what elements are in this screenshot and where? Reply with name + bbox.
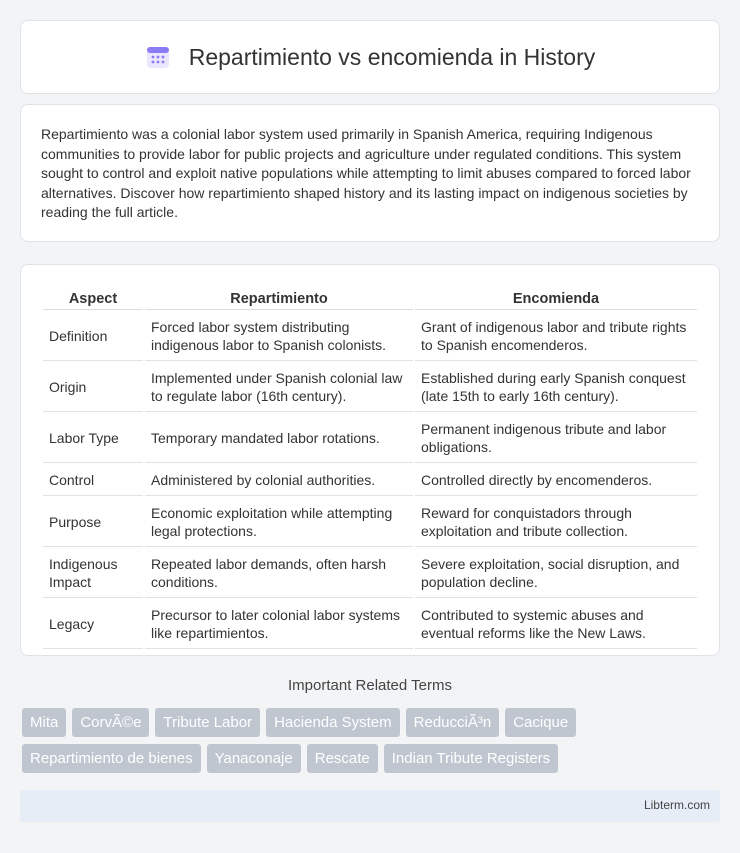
intro-text: Repartimiento was a colonial labor system used primarily in Spanish America, requiring Indigenous communities to provide labor for public projects and agriculture under regulated conditions. This system sought to control and exploit native populations while attempting to limit abuses compared to forced labor alternatives. Discover how repartimiento shaped history and its lasting impact on indigenous societies by reading the full article. xyxy=(41,126,691,220)
table-row xyxy=(43,414,697,463)
title-card xyxy=(20,20,720,94)
comparison-table xyxy=(41,285,699,651)
header-repartimiento: Repartimiento xyxy=(145,287,413,310)
encomienda-cell: Contributed to systemic abuses and eventual reforms like the New Laws. xyxy=(415,600,697,649)
encomienda-cell: Grant of indigenous labor and tribute rights to Spanish encomenderos. xyxy=(415,312,697,361)
comparison-card xyxy=(20,264,720,656)
tag-cacique[interactable]: Cacique xyxy=(505,708,576,737)
tag-reduccion[interactable]: ReducciÃ³n xyxy=(406,708,500,737)
aspect-cell: Legacy xyxy=(43,600,143,649)
footer-site-link[interactable]: Libterm.com xyxy=(643,798,710,812)
encomienda-cell: Severe exploitation, social disruption, and population decline. xyxy=(415,549,697,598)
tag-corvee[interactable]: CorvÃ©e xyxy=(72,708,149,737)
table-row xyxy=(43,312,697,361)
page-title: Repartimiento vs encomienda in History xyxy=(188,43,596,70)
table-row xyxy=(43,363,697,412)
footer xyxy=(20,790,720,822)
repartimiento-cell: Forced labor system distributing indigenous labor to Spanish colonists. xyxy=(145,312,413,361)
tag-mita[interactable]: Mita xyxy=(22,708,66,737)
aspect-cell: Purpose xyxy=(43,498,143,547)
aspect-cell: Labor Type xyxy=(43,414,143,463)
repartimiento-cell: Administered by colonial authorities. xyxy=(145,465,413,496)
encomienda-cell: Permanent indigenous tribute and labor obligations. xyxy=(415,414,697,463)
tag-hacienda-system[interactable]: Hacienda System xyxy=(266,708,400,737)
repartimiento-cell: Precursor to later colonial labor systems like repartimientos. xyxy=(145,600,413,649)
related-terms-list xyxy=(22,708,722,773)
encomienda-cell: Established during early Spanish conquest (late 15th to early 16th century). xyxy=(415,363,697,412)
repartimiento-cell: Implemented under Spanish colonial law to regulate labor (16th century). xyxy=(145,363,413,412)
encomienda-cell: Reward for conquistadors through exploitation and tribute collection. xyxy=(415,498,697,547)
tag-yanaconaje[interactable]: Yanaconaje xyxy=(207,744,301,773)
aspect-cell: Origin xyxy=(43,363,143,412)
tag-tribute-labor[interactable]: Tribute Labor xyxy=(155,708,260,737)
calendar-icon xyxy=(145,44,171,70)
header-aspect: Aspect xyxy=(43,287,143,310)
encomienda-cell: Controlled directly by encomenderos. xyxy=(415,465,697,496)
aspect-cell: Control xyxy=(43,465,143,496)
repartimiento-cell: Economic exploitation while attempting legal protections. xyxy=(145,498,413,547)
aspect-cell: Definition xyxy=(43,312,143,361)
related-terms-title: Important Related Terms xyxy=(288,677,452,694)
table-row xyxy=(43,498,697,547)
tag-repartimiento-de-bienes[interactable]: Repartimiento de bienes xyxy=(22,744,201,773)
tag-rescate[interactable]: Rescate xyxy=(307,744,378,773)
table-row xyxy=(43,465,697,496)
repartimiento-cell: Repeated labor demands, often harsh conditions. xyxy=(145,549,413,598)
table-row xyxy=(43,549,697,598)
table-header-row xyxy=(43,287,697,310)
tag-indian-tribute-registers[interactable]: Indian Tribute Registers xyxy=(384,744,558,773)
aspect-cell: Indigenous Impact xyxy=(43,549,143,598)
table-row xyxy=(43,600,697,649)
header-encomienda: Encomienda xyxy=(415,287,697,310)
intro-card xyxy=(20,104,720,242)
repartimiento-cell: Temporary mandated labor rotations. xyxy=(145,414,413,463)
